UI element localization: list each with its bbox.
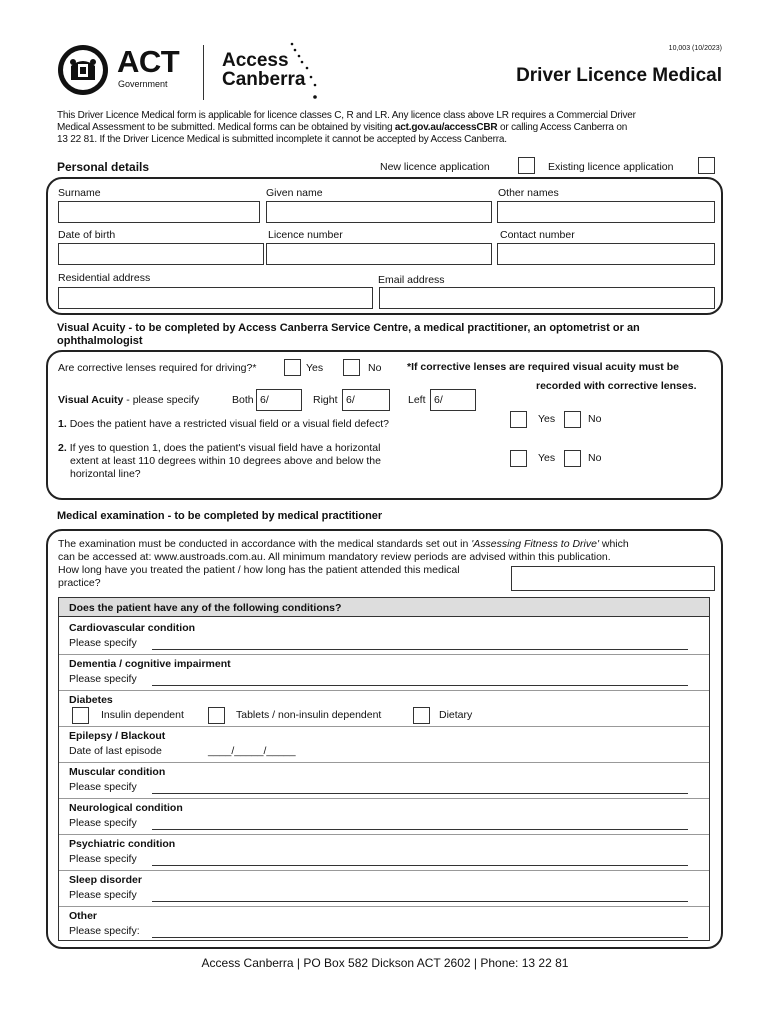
intro-line-1: This Driver Licence Medical form is applicable for licence classes C, R and LR. Any licence class above LR requires a Commercial Driver [57, 110, 636, 121]
tablets-checkbox[interactable] [208, 707, 225, 724]
conditions-header-text: Does the patient have any of the following conditions? [69, 602, 342, 614]
email-address-input[interactable] [379, 287, 715, 309]
tablets-label: Tablets / non-insulin dependent [236, 709, 382, 721]
right-input[interactable] [342, 389, 390, 411]
insulin-checkbox[interactable] [72, 707, 89, 724]
psychiatric-specify-line[interactable] [152, 865, 688, 866]
question-1-text: Does the patient have a restricted visual field or a visual field defect? [69, 418, 389, 430]
other-names-label: Other names [498, 187, 559, 199]
neurological-specify-label: Please specify [69, 817, 137, 829]
q1-yes-label: Yes [538, 413, 556, 425]
constellation-dots-icon [282, 41, 322, 101]
both-value: 6/ [260, 394, 269, 406]
q2-yes-label: Yes [538, 452, 556, 464]
access-logo-line1: Access [222, 50, 289, 71]
residential-address-label: Residential address [58, 272, 151, 284]
access-canberra-logo [222, 45, 332, 105]
page-title: Driver Licence Medical [516, 65, 722, 86]
corrective-no-label: No [368, 362, 382, 374]
muscular-specify-label: Please specify [69, 781, 137, 793]
footer: Access Canberra | PO Box 582 Dickson ACT 2602 | Phone: 13 22 81 [201, 956, 569, 970]
cardio-title: Cardiovascular condition [69, 622, 196, 634]
intro-line-2-end: or calling Access Canberra on [497, 122, 628, 133]
access-logo-line2: Canberra [222, 69, 306, 90]
q1-yes-checkbox[interactable] [510, 411, 527, 428]
logo-divider [203, 45, 204, 100]
q2-yes-checkbox[interactable] [510, 450, 527, 467]
act-government-logo [57, 44, 187, 96]
last-episode-date-input[interactable]: ____/_____/_____ [208, 745, 296, 757]
existing-application-checkbox[interactable] [698, 157, 715, 174]
psychiatric-specify-label: Please specify [69, 853, 137, 865]
visual-acuity-heading [57, 322, 640, 348]
epilepsy-title: Epilepsy / Blackout [69, 730, 166, 742]
act-logo-text: ACT [117, 44, 180, 79]
question-2-line-1 [58, 442, 381, 455]
intro-paragraph [57, 110, 727, 146]
row-divider [59, 690, 709, 691]
fitness-to-drive-title: 'Assessing Fitness to Drive' [471, 538, 599, 550]
given-name-input[interactable] [266, 201, 492, 223]
question-2-text-1: If yes to question 1, does the patient's visual field have a horizontal [69, 442, 381, 454]
personal-details-heading: Personal details [57, 160, 150, 174]
duration-input[interactable] [511, 566, 715, 591]
other-specify-line[interactable] [152, 937, 688, 938]
row-divider [59, 654, 709, 655]
sleep-specify-line[interactable] [152, 901, 688, 902]
other-names-input[interactable] [497, 201, 715, 223]
left-label: Left [408, 394, 426, 406]
duration-question-line-2: practice? [58, 577, 101, 589]
dementia-title: Dementia / cognitive impairment [69, 658, 231, 670]
row-divider [59, 762, 709, 763]
question-2-line-2: extent at least 110 degrees within 10 degrees above and below the [70, 455, 381, 467]
contact-number-label: Contact number [500, 229, 575, 241]
medical-intro-start: The examination must be conducted in accordance with the medical standards set out in [58, 538, 472, 550]
both-input[interactable] [256, 389, 302, 411]
conditions-table [58, 597, 710, 941]
q2-no-checkbox[interactable] [564, 450, 581, 467]
new-application-checkbox[interactable] [518, 157, 535, 174]
other-specify-label: Please specify: [69, 925, 140, 937]
sleep-specify-label: Please specify [69, 889, 137, 901]
residential-address-input[interactable] [58, 287, 373, 309]
corrective-yes-label: Yes [306, 362, 324, 374]
question-1-number: 1. [58, 418, 67, 430]
surname-input[interactable] [58, 201, 260, 223]
given-name-label: Given name [266, 187, 323, 199]
medical-intro-line-1 [58, 538, 629, 551]
sleep-title: Sleep disorder [69, 874, 142, 886]
last-episode-label: Date of last episode [69, 745, 162, 757]
visual-acuity-specify [58, 394, 199, 407]
dementia-specify-line[interactable] [152, 685, 688, 686]
row-divider [59, 726, 709, 727]
neurological-specify-line[interactable] [152, 829, 688, 830]
intro-line-2-start: Medical Assessment to be submitted. Medical forms can be obtained by visiting [57, 122, 395, 133]
question-1 [58, 418, 389, 431]
medical-intro-line-2: can be accessed at: www.austroads.com.au. All minimum mandatory review periods are advised within this publication. [58, 551, 611, 563]
dob-label: Date of birth [58, 229, 116, 241]
corrective-yes-checkbox[interactable] [284, 359, 301, 376]
muscular-specify-line[interactable] [152, 793, 688, 794]
new-application-label: New licence application [380, 161, 490, 173]
visual-acuity-panel [46, 350, 723, 500]
cardio-specify-label: Please specify [69, 637, 137, 649]
q1-no-label: No [588, 413, 602, 425]
act-logo-subtext: Government [118, 79, 168, 89]
dietary-checkbox[interactable] [413, 707, 430, 724]
q2-no-label: No [588, 452, 602, 464]
corrective-note-line-1: *If corrective lenses are required visual acuity must be [407, 361, 679, 373]
cardio-specify-line[interactable] [152, 649, 688, 650]
intro-line-3: 13 22 81. If the Driver Licence Medical is submitted incomplete it cannot be accepted by Access Canberra. [57, 134, 507, 145]
contact-number-input[interactable] [497, 243, 715, 265]
insulin-label: Insulin dependent [101, 709, 184, 721]
personal-details-panel [46, 177, 723, 315]
visual-heading-line-1: Visual Acuity - to be completed by Access Canberra Service Centre, a medical practitioner, an optometrist or an [57, 322, 640, 334]
both-label: Both [232, 394, 254, 406]
visual-acuity-suffix: - please specify [123, 394, 200, 406]
medical-examination-heading: Medical examination - to be completed by medical practitioner [57, 510, 383, 522]
other-title: Other [69, 910, 98, 922]
visual-heading-line-2: ophthalmologist [57, 335, 143, 347]
question-2 [58, 442, 381, 481]
conditions-header [59, 598, 709, 617]
right-label: Right [313, 394, 338, 406]
medical-panel [46, 529, 723, 949]
medical-intro-end: which [598, 538, 629, 550]
intro-link[interactable]: act.gov.au/accessCBR [394, 122, 498, 133]
surname-label: Surname [58, 187, 101, 199]
q1-no-checkbox[interactable] [564, 411, 581, 428]
act-coat-of-arms-icon [57, 44, 109, 96]
right-value: 6/ [346, 394, 355, 406]
psychiatric-title: Psychiatric condition [69, 838, 176, 850]
row-divider [59, 906, 709, 907]
duration-question-line-1: How long have you treated the patient / how long has the patient attended this medical [58, 564, 460, 576]
question-2-number: 2. [58, 442, 67, 454]
dob-input[interactable] [58, 243, 264, 265]
row-divider [59, 870, 709, 871]
question-2-line-3: horizontal line? [70, 468, 141, 480]
licence-number-label: Licence number [268, 229, 343, 241]
diabetes-title: Diabetes [69, 694, 113, 706]
left-value: 6/ [434, 394, 443, 406]
existing-application-label: Existing licence application [548, 161, 674, 173]
dietary-label: Dietary [439, 709, 473, 721]
row-divider [59, 798, 709, 799]
email-address-label: Email address [378, 274, 445, 286]
neurological-title: Neurological condition [69, 802, 183, 814]
row-divider [59, 834, 709, 835]
licence-number-input[interactable] [266, 243, 492, 265]
left-input[interactable] [430, 389, 476, 411]
corrective-note-line-2: recorded with corrective lenses. [536, 380, 697, 392]
corrective-no-checkbox[interactable] [343, 359, 360, 376]
dementia-specify-label: Please specify [69, 673, 137, 685]
visual-acuity-label: Visual Acuity [58, 394, 124, 406]
corrective-lenses-question: Are corrective lenses required for driving?* [58, 362, 257, 374]
form-number: 10,003 (10/2023) [668, 45, 722, 52]
intro-line-2 [57, 122, 727, 134]
muscular-title: Muscular condition [69, 766, 166, 778]
